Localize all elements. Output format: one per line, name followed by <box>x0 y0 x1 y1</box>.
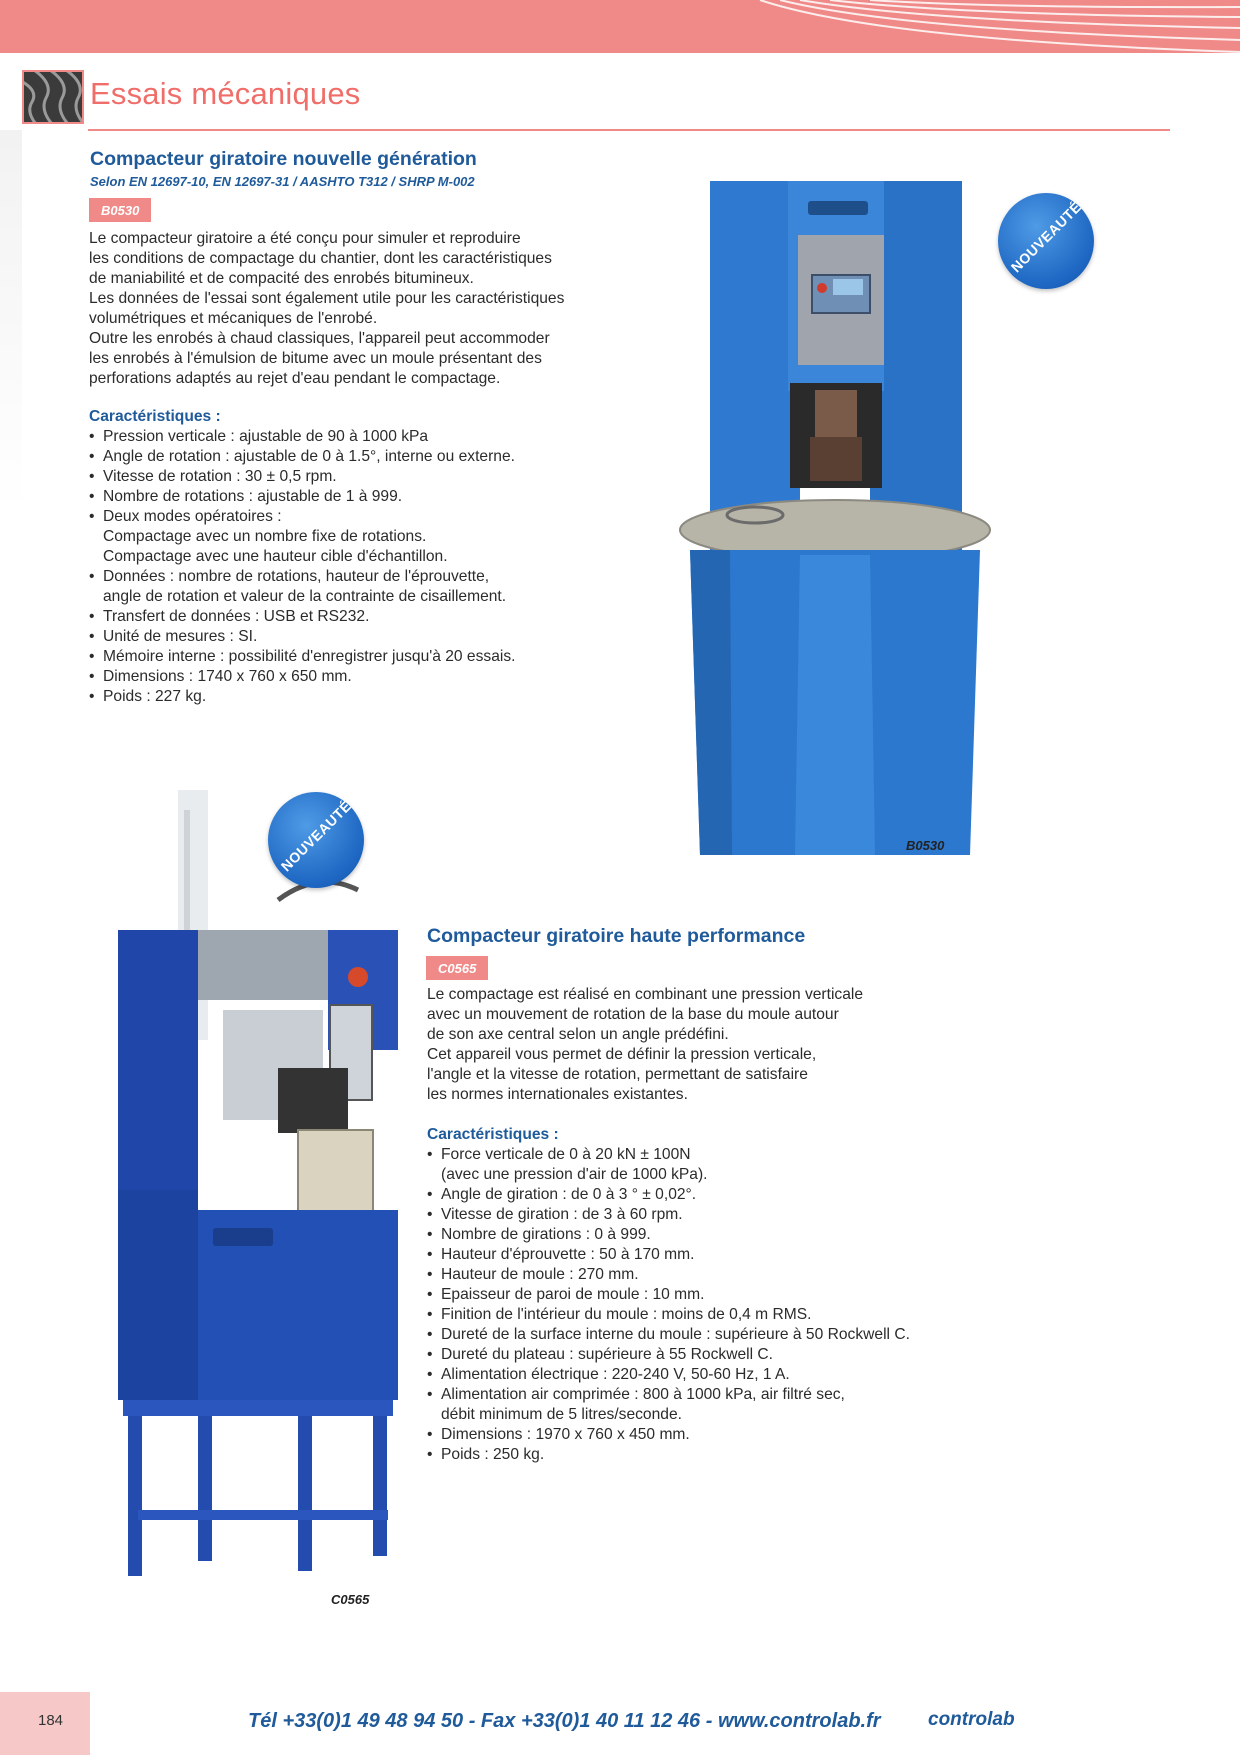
page-number: 184 <box>38 1712 64 1729</box>
spec-item: • Force verticale de 0 à 20 kN ± 100N (avec une pression d'air de 1000 kPa). <box>427 1145 1067 1185</box>
product2-image <box>118 790 418 1580</box>
spec-item: • Angle de rotation : ajustable de 0 à 1.5°, interne ou externe. <box>89 447 689 467</box>
spec-item: • Hauteur de moule : 270 mm. <box>427 1265 1067 1285</box>
spec-item: • Dimensions : 1970 x 760 x 450 mm. <box>427 1425 1067 1445</box>
spec-item: • Dureté de la surface interne du moule : supérieure à 50 Rockwell C. <box>427 1325 1067 1345</box>
spec-item: • Alimentation air comprimée : 800 à 1000 kPa, air filtré sec, débit minimum de 5 litres/seconde. <box>427 1385 1067 1425</box>
spec-item: • Vitesse de giration : de 3 à 60 rpm. <box>427 1205 1067 1225</box>
product2-desc-line: les normes internationales existantes. <box>427 1086 688 1103</box>
spec-item: • Mémoire interne : possibilité d'enregistrer jusqu'à 20 essais. <box>89 647 689 667</box>
left-decor <box>0 130 22 510</box>
spec-item: • Nombre de girations : 0 à 999. <box>427 1225 1067 1245</box>
header-stripes <box>0 0 1240 53</box>
spec-item: • Données : nombre de rotations, hauteur de l'éprouvette, angle de rotation et valeur de la contrainte de cisaillement. <box>89 567 689 607</box>
product1-desc-line: les conditions de compactage du chantier, dont les caractéristiques <box>89 250 552 267</box>
product1-ref-badge: B0530 <box>89 198 151 222</box>
product2-desc-line: avec un mouvement de rotation de la base du moule autour <box>427 1006 839 1023</box>
product1-desc-line: perforations adaptés au rejet d'eau pendant le compactage. <box>89 370 501 387</box>
product2-title: Compacteur giratoire haute performance <box>427 925 806 947</box>
product1-heading <box>90 148 650 189</box>
spec-item: • Dureté du plateau : supérieure à 55 Rockwell C. <box>427 1345 1067 1365</box>
page-number-box <box>0 1692 90 1755</box>
header-divider <box>88 129 1170 131</box>
spec-item: • Alimentation électrique : 220-240 V, 50-60 Hz, 1 A. <box>427 1365 1067 1385</box>
product2-ref-badge: C0565 <box>426 956 488 980</box>
product2-heading <box>427 925 1047 948</box>
spec-item: • Finition de l'intérieur du moule : moins de 0,4 m RMS. <box>427 1305 1067 1325</box>
product1-image <box>670 175 1000 865</box>
header-band <box>0 0 1240 53</box>
product2-char-title: Caractéristiques : <box>427 1126 559 1143</box>
spec-item: • Hauteur d'éprouvette : 50 à 170 mm. <box>427 1245 1067 1265</box>
product2-desc-line: Cet appareil vous permet de définir la pression verticale, <box>427 1046 817 1063</box>
product2-desc-line: de son axe central selon un angle prédéfini. <box>427 1026 729 1043</box>
tire-icon <box>22 70 84 124</box>
product1-description <box>89 229 689 389</box>
footer-contact: Tél +33(0)1 49 48 94 50 - Fax +33(0)1 40 11 12 46 - www.controlab.fr <box>248 1710 881 1732</box>
spec-item: • Nombre de rotations : ajustable de 1 à 999. <box>89 487 689 507</box>
product1-title: Compacteur giratoire nouvelle génération <box>90 148 477 170</box>
new-badge: NOUVEAUTÉ <box>998 193 1094 289</box>
product1-desc-line: Le compacteur giratoire a été conçu pour simuler et reproduire <box>89 230 521 247</box>
section-title: Essais mécaniques <box>90 76 361 111</box>
product2-description <box>427 985 1047 1105</box>
product1-desc-line: Les données de l'essai sont également utile pour les caractéristiques <box>89 290 565 307</box>
spec-item: • Vitesse de rotation : 30 ± 0,5 rpm. <box>89 467 689 487</box>
product1-spec-list <box>89 427 689 707</box>
spec-item: • Poids : 250 kg. <box>427 1445 1067 1465</box>
spec-item: • Poids : 227 kg. <box>89 687 689 707</box>
spec-item: • Pression verticale : ajustable de 90 à 1000 kPa <box>89 427 689 447</box>
spec-item: • Epaisseur de paroi de moule : 10 mm. <box>427 1285 1067 1305</box>
product1-desc-line: les enrobés à l'émulsion de bitume avec un moule présentant des <box>89 350 542 367</box>
spec-item: • Deux modes opératoires : Compactage avec un nombre fixe de rotations. Compactage avec une hauteur cible d'échantillon. <box>89 507 689 567</box>
product1-caption: B0530 <box>906 838 945 853</box>
spec-item: • Angle de giration : de 0 à 3 ° ± 0,02°. <box>427 1185 1067 1205</box>
product1-desc-line: de maniabilité et de compacité des enrobés bitumineux. <box>89 270 474 287</box>
spec-item: • Dimensions : 1740 x 760 x 650 mm. <box>89 667 689 687</box>
product2-desc-line: Le compactage est réalisé en combinant une pression verticale <box>427 986 864 1003</box>
product1-standards: Selon EN 12697-10, EN 12697-31 / AASHTO T312 / SHRP M-002 <box>90 174 475 189</box>
product1-char-title: Caractéristiques : <box>89 408 221 425</box>
footer-logo: controlab <box>928 1709 1015 1730</box>
spec-item: • Transfert de données : USB et RS232. <box>89 607 689 627</box>
product2-spec-list <box>427 1145 1067 1465</box>
product1-desc-line: Outre les enrobés à chaud classiques, l'appareil peut accommoder <box>89 330 550 347</box>
product2-caption: C0565 <box>331 1592 370 1607</box>
new-badge: NOUVEAUTÉ <box>268 792 364 888</box>
product2-desc-line: l'angle et la vitesse de rotation, permettant de satisfaire <box>427 1066 808 1083</box>
product1-desc-line: volumétriques et mécaniques de l'enrobé. <box>89 310 378 327</box>
spec-item: • Unité de mesures : SI. <box>89 627 689 647</box>
